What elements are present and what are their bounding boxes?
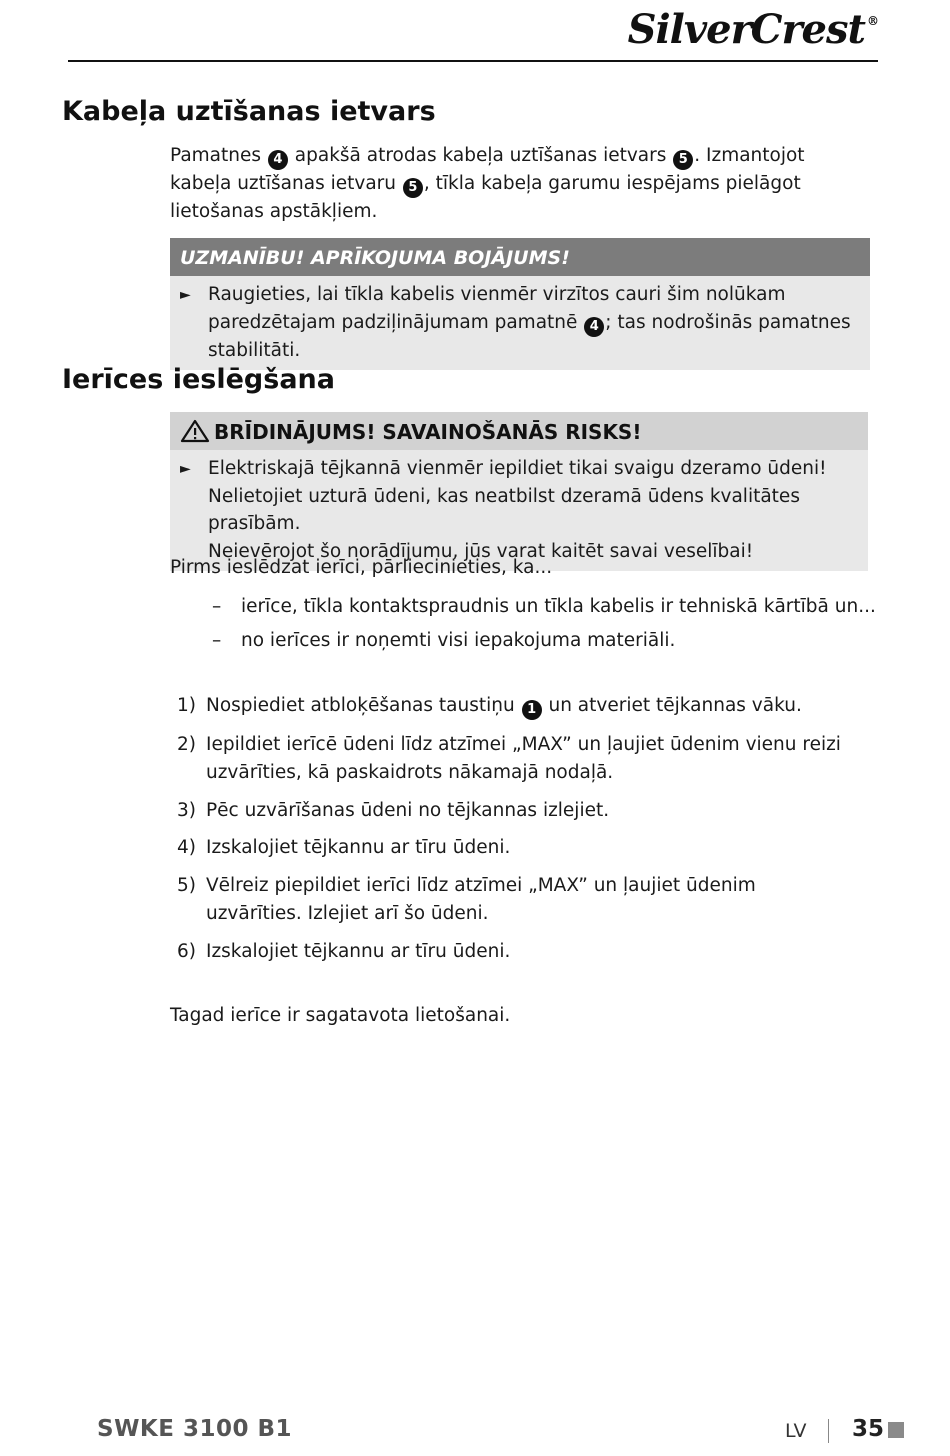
warning-box xyxy=(170,412,868,571)
ref-number-icon: 1 xyxy=(522,700,542,720)
ref-number-icon: 4 xyxy=(584,317,604,337)
step-item: 4) Izskalojiet tējkannu ar tīru ūdeni. xyxy=(177,837,511,858)
warning-line: Nelietojiet uzturā ūdeni, kas neatbilst dzeramā ūdens kvalitātes prasībām. xyxy=(208,485,800,534)
caution-title: UZMANĪBU! APRĪKOJUMA BOJĀJUMS! xyxy=(170,238,870,276)
footer-square-icon xyxy=(888,1422,904,1438)
ref-number-icon: 4 xyxy=(268,150,288,170)
page-number: 35 xyxy=(852,1416,885,1442)
caution-body: ► Raugieties, lai tīkla kabelis vienmēr virzītos cauri šim nolūkam paredzētajam padziļinājumam pamatnē 4 ; tas nodrošinās pamatnes stabilitāti. xyxy=(180,284,851,361)
step-item: 2) Iepildiet ierīcē ūdeni līdz atzīmei „MAX” un ļaujiet ūdenim vienu reizi uzvārīties, kā paskaidrots nākamajā nodaļā. xyxy=(177,734,841,783)
brand-name: SilverCrest xyxy=(627,6,865,53)
warning-triangle-icon xyxy=(180,419,210,443)
footer-divider xyxy=(828,1419,829,1443)
warning-title: BRĪDINĀJUMS! SAVAINOŠANĀS RISKS! xyxy=(214,420,642,444)
footer-model: SWKE 3100 B1 xyxy=(97,1416,293,1442)
warning-header xyxy=(170,412,868,450)
section-title-switching-on: Ierīces ieslēgšana xyxy=(62,364,335,395)
ref-number-icon: 5 xyxy=(673,150,693,170)
step-item: 1) Nospiediet atbloķēšanas taustiņu 1 un atveriet tējkannas vāku. xyxy=(177,692,857,720)
warning-line: Elektriskajā tējkannā vienmēr iepildiet tikai svaigu dzeramo ūdeni! xyxy=(208,458,827,479)
footer-language: LV xyxy=(785,1420,807,1442)
caution-box xyxy=(170,238,870,370)
header-rule xyxy=(68,60,878,62)
bullet-arrow-icon: ► xyxy=(180,461,191,477)
step-item: 5) Vēlreiz piepildiet ierīci līdz atzīmei „MAX” un ļaujiet ūdenim uzvārīties. Izlejiet arī šo ūdeni. xyxy=(177,875,756,924)
bullet-arrow-icon: ► xyxy=(180,287,191,303)
closing-text: Tagad ierīce ir sagatavota lietošanai. xyxy=(170,1005,511,1026)
cable-storage-paragraph: Pamatnes 4 apakšā atrodas kabeļa uztīšanas ietvars 5 . Izmantojot kabeļa uztīšanas ietvaru 5 , tīkla kabeļa garumu iespējams pielāgot lietošanas apstākļiem. xyxy=(170,145,805,222)
list-item: – ierīce, tīkla kontaktspraudnis un tīkla kabelis ir tehniskā kārtībā un... xyxy=(212,596,876,617)
brand-logo xyxy=(628,6,878,53)
warning-body xyxy=(170,450,868,571)
step-item: 6) Izskalojiet tējkannu ar tīru ūdeni. xyxy=(177,941,511,962)
step-item: 3) Pēc uzvārīšanas ūdeni no tējkannas izlejiet. xyxy=(177,800,610,821)
warning-line: Neievērojot šo norādījumu, jūs varat kaitēt savai veselībai! xyxy=(208,540,754,562)
intro-text: Pirms ieslēdzat ierīci, pārliecinieties, ka... xyxy=(170,557,553,578)
ref-number-icon: 5 xyxy=(403,178,423,198)
section-title-cable-storage: Kabeļa uztīšanas ietvars xyxy=(62,96,436,127)
list-item: – no ierīces ir noņemti visi iepakojuma materiāli. xyxy=(212,630,676,651)
registered-mark: ® xyxy=(867,14,878,28)
